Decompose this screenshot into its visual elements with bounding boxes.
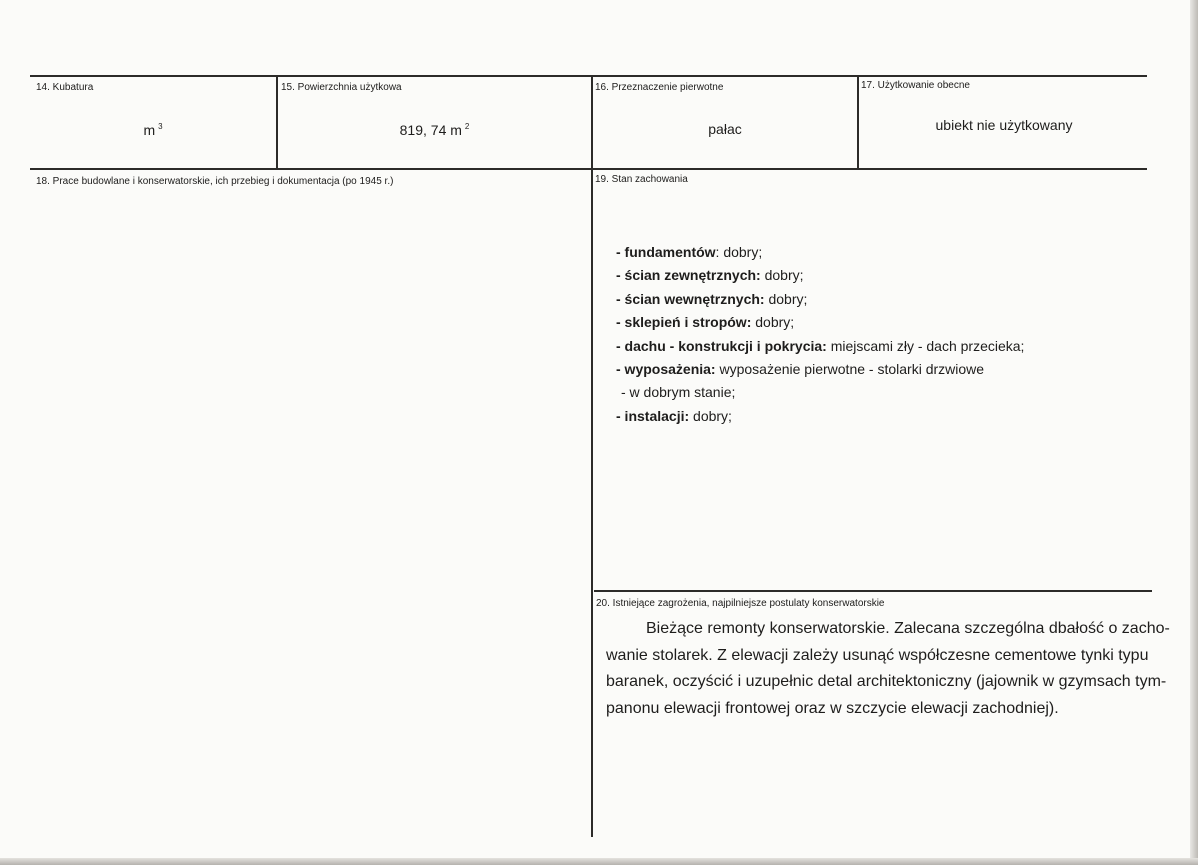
powierzchnia-label: 15. Powierzchnia użytkowa — [281, 82, 402, 93]
przeznaczenie-label: 16. Przeznaczenie pierwotne — [595, 82, 724, 93]
list-item: - ścian wewnętrznych: dobry; — [616, 290, 808, 307]
list-item: - dachu - konstrukcji i pokrycia: miejscami zły - dach przecieka; — [616, 337, 1025, 354]
powierzchnia-unit-exponent: 2 — [464, 122, 470, 131]
zagrozenia-text — [606, 616, 1170, 722]
stan-label: 19. Stan zachowania — [595, 174, 688, 185]
powierzchnia-value — [278, 122, 591, 138]
uzytkowanie-label: 17. Użytkowanie obecne — [861, 80, 970, 91]
przeznaczenie-value: pałac — [708, 121, 742, 137]
prace-label: 18. Prace budowlane i konserwatorskie, ich przebieg i dokumentacja (po 1945 r.) — [36, 176, 394, 187]
column-divider-2 — [591, 75, 593, 837]
paragraph-line: baranek, oczyścić i uzupełnic detal architektoniczny (jajownik w gzymsach tym- — [606, 673, 1167, 690]
paragraph-line: Bieżące remonty konserwatorskie. Zalecana szczególna dbałość o zacho- — [646, 620, 1170, 637]
list-item: - wyposażenia: wyposażenie pierwotne - stolarki drzwiowe — [616, 361, 985, 378]
section-20-rule — [594, 590, 1152, 592]
paragraph-line: wanie stolarek. Z elewacji zależy usunąć współczesne cementowe tynki typu — [606, 646, 1149, 664]
kubatura-value — [30, 122, 276, 138]
kubatura-unit: m — [143, 122, 156, 138]
paper-edge-right — [1190, 0, 1198, 865]
list-item: - fundamentów: dobry; — [616, 244, 763, 260]
powierzchnia-amount: 819, 74 m — [399, 122, 462, 138]
kubatura-label: 14. Kubatura — [36, 82, 94, 93]
stan-zachowania-list — [616, 241, 1024, 428]
list-item: - ścian zewnętrznych: dobry; — [616, 267, 804, 284]
uzytkowanie-value: ubiekt nie użytkowany — [935, 117, 1073, 133]
paragraph-line: panonu elewacji frontowej oraz w szczycie elewacji zachodniej). — [606, 699, 1059, 717]
zagrozenia-label: 20. Istniejące zagrożenia, najpilniejsze postulaty konserwatorskie — [596, 598, 885, 609]
list-item: - instalacji: dobry; — [616, 407, 732, 424]
kubatura-unit-exponent: 3 — [158, 122, 163, 131]
row-divider-rule — [30, 168, 1147, 170]
table-top-rule — [30, 75, 1147, 77]
list-item: - w dobrym stanie; — [621, 384, 736, 401]
paper-edge-bottom — [0, 858, 1198, 865]
list-item: - sklepień i stropów: dobry; — [616, 314, 795, 331]
